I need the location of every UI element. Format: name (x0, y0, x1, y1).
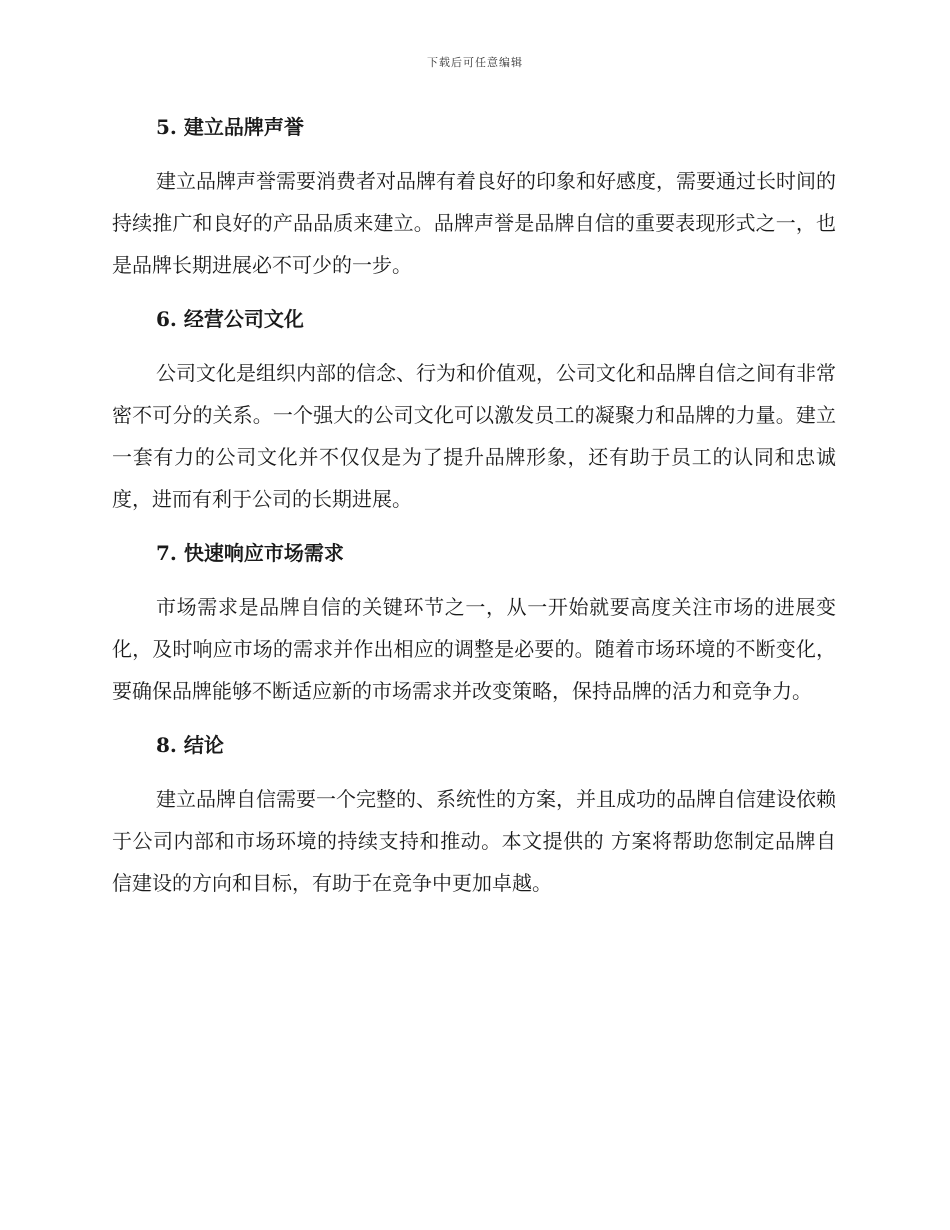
section-brand-reputation (112, 108, 836, 286)
section-company-culture (112, 300, 836, 520)
section-market-response (112, 534, 836, 712)
section-heading: 6. 经营公司文化 (156, 307, 304, 331)
section-paragraph: 建立品牌自信需要一个完整的、系统性的方案，并且成功的品牌自信建设依赖于公司内部和市场环境的持续支持和推动。本文提供的 方案将帮助您制定品牌自信建设的方向和目标，有助于在竞争中更加卓越。 (112, 787, 836, 895)
section-conclusion (112, 726, 836, 904)
document-body (112, 108, 836, 918)
section-heading: 8. 结论 (156, 733, 224, 757)
section-paragraph: 市场需求是品牌自信的关键环节之一，从一开始就要高度关注市场的进展变化，及时响应市场的需求并作出相应的调整是必要的。随着市场环境的不断变化，要确保品牌能够不断适应新的市场需求并改变策略，保持品牌的活力和竞争力。 (112, 595, 836, 703)
page-header: 下载后可任意编辑 (427, 56, 523, 69)
section-paragraph: 建立品牌声誉需要消费者对品牌有着良好的印象和好感度，需要通过长时间的持续推广和良好的产品品质来建立。品牌声誉是品牌自信的重要表现形式之一，也是品牌长期进展必不可少的一步。 (112, 169, 836, 277)
section-paragraph: 公司文化是组织内部的信念、行为和价值观，公司文化和品牌自信之间有非常密不可分的关系。一个强大的公司文化可以激发员工的凝聚力和品牌的力量。建立一套有力的公司文化并不仅仅是为了提升品牌形象，还有助于员工的认同和忠诚度，进而有利于公司的长期进展。 (112, 361, 836, 511)
section-heading: 5. 建立品牌声誉 (156, 115, 304, 139)
section-heading: 7. 快速响应市场需求 (156, 541, 344, 565)
